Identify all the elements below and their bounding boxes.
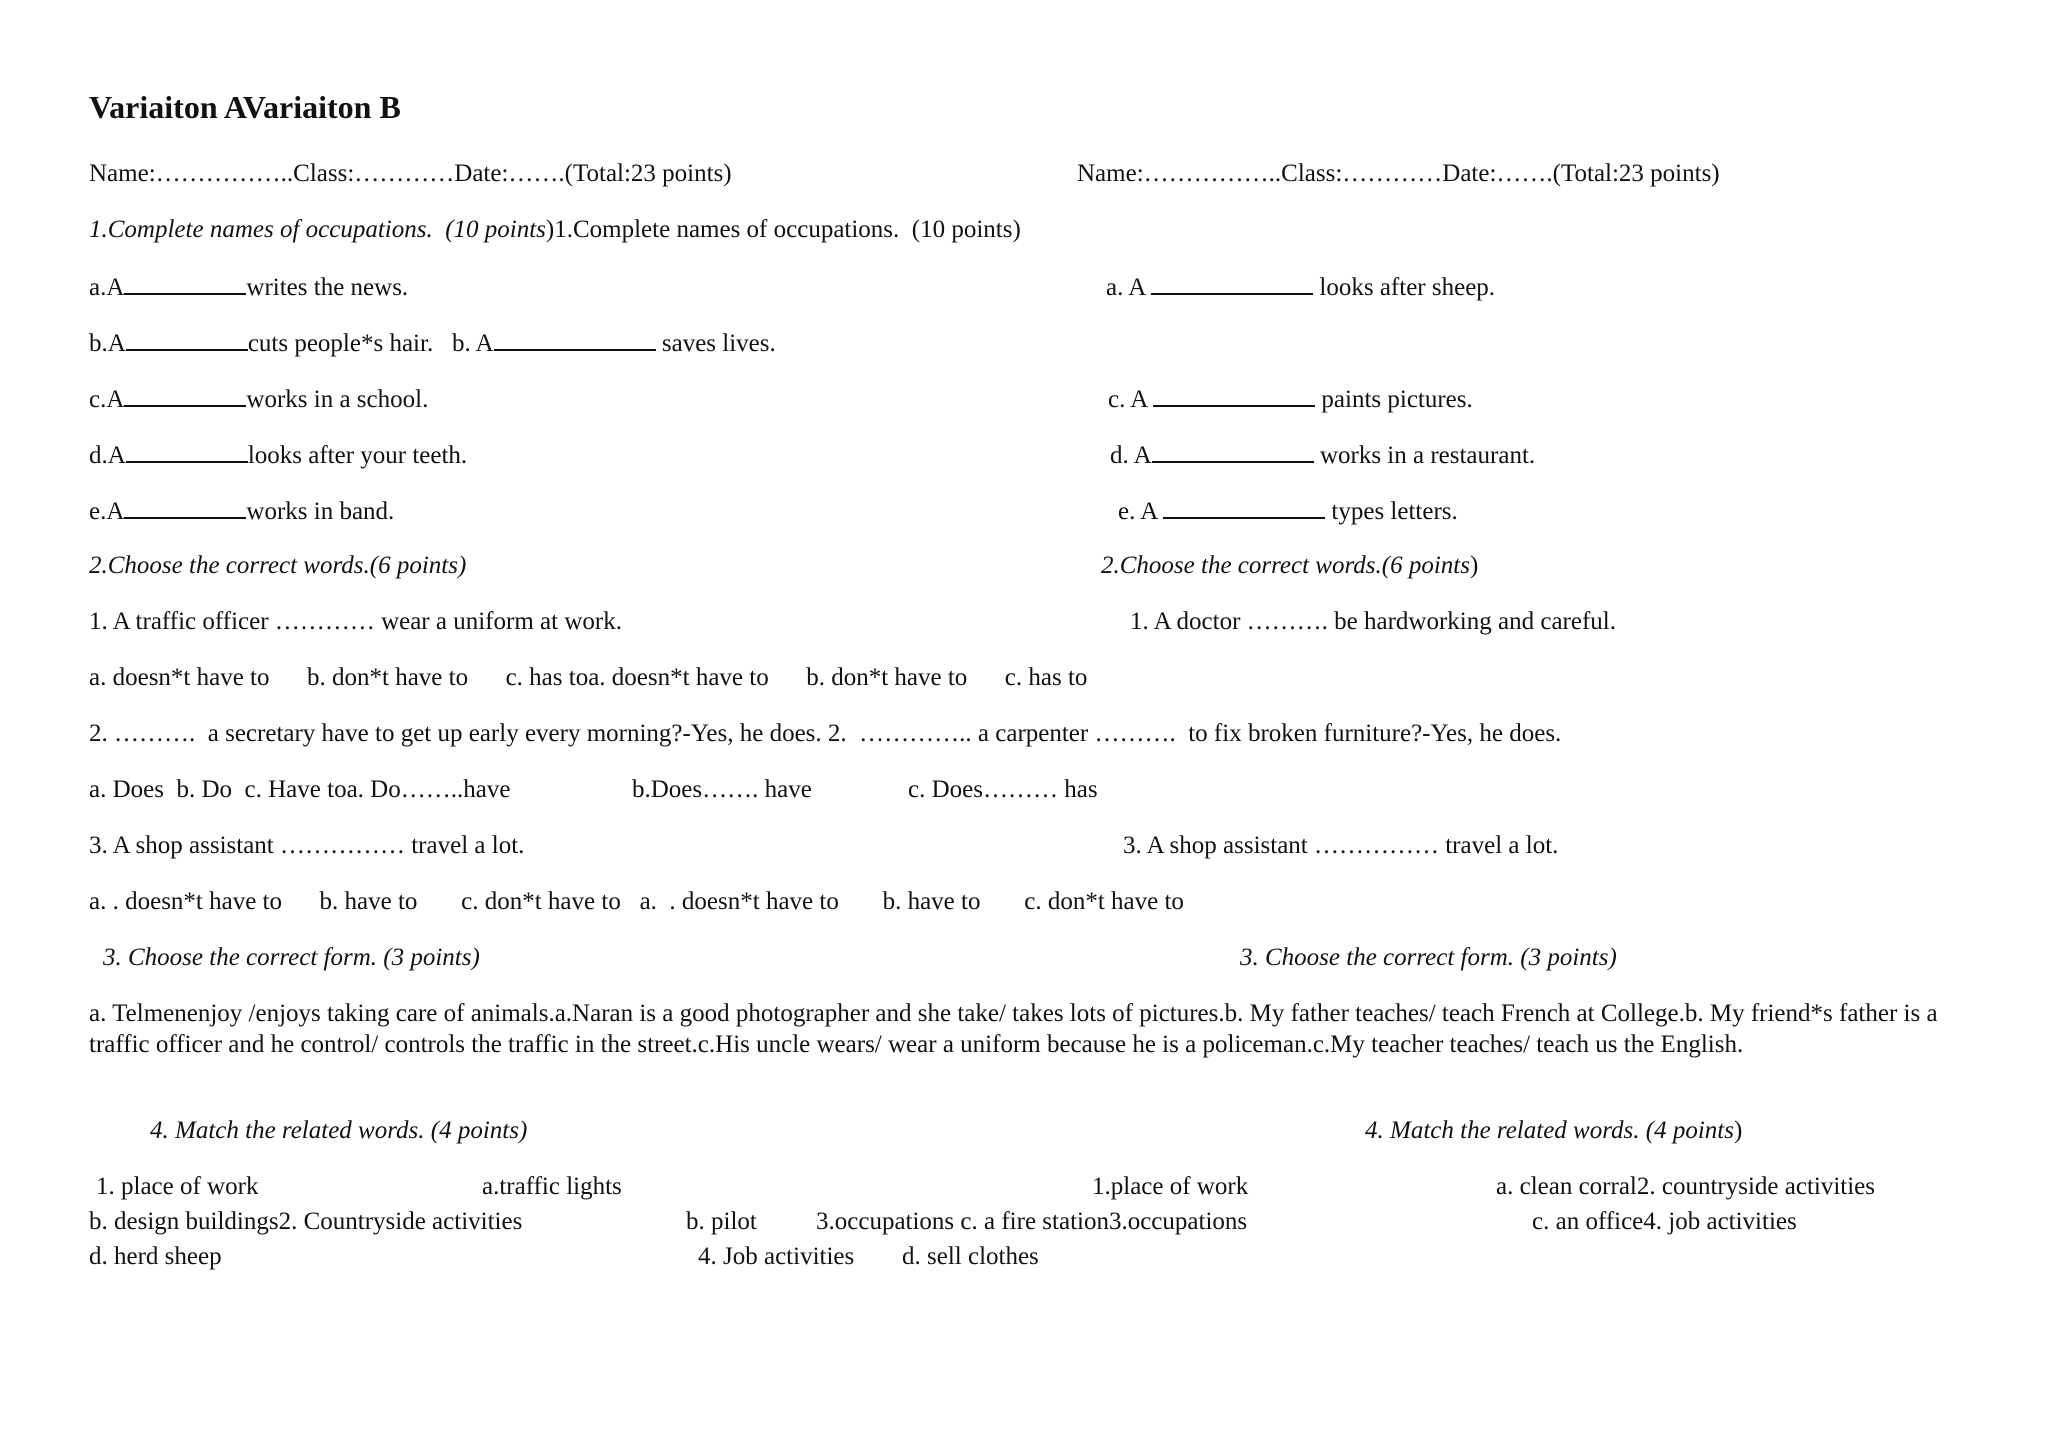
q4-heading-b-line	[1365, 1116, 1742, 1146]
q3-heading-b: 3. Choose the correct form. (3 points)	[1240, 944, 1617, 971]
q2-sentence-3-right: 3. A shop assistant …………… travel a lot.	[1123, 832, 1559, 859]
q2-sentence-3-left: 3. A shop assistant …………… travel a lot.	[89, 832, 525, 859]
q2-heading-b-line	[1101, 551, 1478, 581]
q1-item-e-left	[89, 495, 394, 527]
item-text: works in a restaurant.	[1313, 442, 1536, 469]
item-text: paints pictures.	[1315, 386, 1473, 413]
item-text: saves lives.	[655, 330, 776, 357]
item-prefix: b.A	[89, 330, 126, 357]
item-prefix: d.A	[89, 442, 126, 469]
q4-heading-b-close: )	[1733, 1117, 1743, 1144]
answer-blank[interactable]	[124, 383, 246, 407]
q2-sentence-1-left: 1. A traffic officer ………… wear a uniform at work.	[89, 608, 622, 635]
q1-item-c-left	[89, 383, 428, 415]
q2-heading-a: 2.Choose the correct words.(6 points)	[89, 552, 467, 579]
q2-heading-b-close: )	[1469, 552, 1479, 579]
item-prefix: e. A	[1118, 498, 1164, 525]
answer-blank[interactable]	[124, 271, 246, 295]
answer-blank[interactable]	[1153, 383, 1315, 407]
item-text: looks after your teeth.	[247, 442, 468, 469]
q1-item-c-right	[1108, 383, 1473, 415]
item-text: looks after sheep.	[1313, 274, 1496, 301]
item-text: types letters.	[1325, 498, 1458, 525]
q2-sentence-1-right: 1. A doctor ………. be hardworking and careful.	[1130, 608, 1616, 635]
q2-sentence-2-options-c: c. Does……… has	[908, 776, 1098, 803]
q1-heading-a: 1.Complete names of occupations. (10 points	[89, 216, 546, 243]
answer-blank[interactable]	[1152, 439, 1314, 463]
answer-blank[interactable]	[1151, 271, 1313, 295]
item-prefix: a. A	[1106, 274, 1152, 301]
q4-row-2-col-1: b. design buildings2. Countryside activities	[89, 1208, 523, 1235]
q1-item-a-right	[1106, 271, 1495, 303]
q1-heading-b: 1.Complete names of occupations. (10 points)	[554, 216, 1021, 243]
q2-sentence-2-options-a: a. Does b. Do c. Have toa. Do……..have	[89, 776, 511, 803]
q1-heading-a-close: )	[545, 216, 555, 243]
q3-heading-a: 3. Choose the correct form. (3 points)	[103, 944, 480, 971]
item-prefix: e.A	[89, 498, 125, 525]
header-variation-b: Name:……………..Class:…………Date:…….(Total:23 points)	[1077, 160, 1720, 187]
q1-item-e-right	[1118, 495, 1458, 527]
answer-blank[interactable]	[124, 495, 246, 519]
q4-row-1-col-3: 1.place of work	[1092, 1173, 1249, 1200]
q2-sentence-3-options: a. . doesn*t have to b. have to c. don*t have to a. . doesn*t have to b. have to c. don*t have to	[89, 888, 1184, 915]
q4-heading-a: 4. Match the related words. (4 points)	[150, 1117, 528, 1144]
q2-sentence-1-options: a. doesn*t have to b. don*t have to c. has toa. doesn*t have to b. don*t have to c. has to	[89, 664, 1088, 691]
q4-heading-b: 4. Match the related words. (4 points	[1365, 1117, 1734, 1144]
item-prefix: a.A	[89, 274, 125, 301]
item-prefix: c. A	[1108, 386, 1154, 413]
q1-item-d-right	[1110, 439, 1535, 471]
q3-paragraph: a. Telmenenjoy /enjoys taking care of animals.a.Naran is a good photographer and she take/ takes lots of pictures.b. My father teaches/ teach French at College.b. My friend*s father is a traffic officer and he control/ controls the traffic in the street.c.His uncle wears/ wear a uniform because he is a policeman.c.My teacher teaches/ teach us the English.	[89, 1000, 1938, 1058]
q2-heading-b: 2.Choose the correct words.(6 points	[1101, 552, 1470, 579]
item-prefix: d. A	[1110, 442, 1152, 469]
answer-blank[interactable]	[126, 327, 248, 351]
item-text: works in band.	[246, 498, 395, 525]
q4-row-2-col-2: b. pilot	[686, 1208, 757, 1235]
q4-row-2-col-4: c. an office4. job activities	[1532, 1208, 1797, 1235]
page-title: Variaiton AVariaiton B	[89, 89, 401, 125]
q4-row-1-col-1: 1. place of work	[96, 1173, 259, 1200]
q4-row-1-col-4: a. clean corral2. countryside activities	[1496, 1173, 1876, 1200]
q1-item-a-left	[89, 271, 408, 303]
q2-sentence-2: 2. ………. a secretary have to get up early every morning?-Yes, he does. 2. ………….. a carpenter ………. to fix broken furniture?-Yes, he does.	[89, 720, 1562, 747]
q1-heading	[89, 215, 1021, 245]
q2-sentence-2-options-b: b.Does……. have	[632, 776, 812, 803]
item-text: works in a school.	[246, 386, 429, 413]
q4-row-1-col-2: a.traffic lights	[482, 1173, 622, 1200]
q4-row-3-col-2: 4. Job activities	[698, 1243, 855, 1270]
q1-item-b-left	[89, 327, 776, 359]
header-variation-a: Name:……………..Class:…………Date:…….(Total:23 points)	[89, 160, 732, 187]
item-prefix: c.A	[89, 386, 125, 413]
q1-item-d-left	[89, 439, 467, 471]
item-text: cuts people*s hair. b. A	[247, 330, 494, 357]
q4-row-2-col-3: 3.occupations c. a fire station3.occupations	[816, 1208, 1248, 1235]
item-text: writes the news.	[246, 274, 409, 301]
answer-blank[interactable]	[1163, 495, 1325, 519]
answer-blank[interactable]	[126, 439, 248, 463]
q4-row-3-col-3: d. sell clothes	[902, 1243, 1039, 1270]
q4-row-3-col-1: d. herd sheep	[89, 1243, 222, 1270]
answer-blank[interactable]	[494, 327, 656, 351]
